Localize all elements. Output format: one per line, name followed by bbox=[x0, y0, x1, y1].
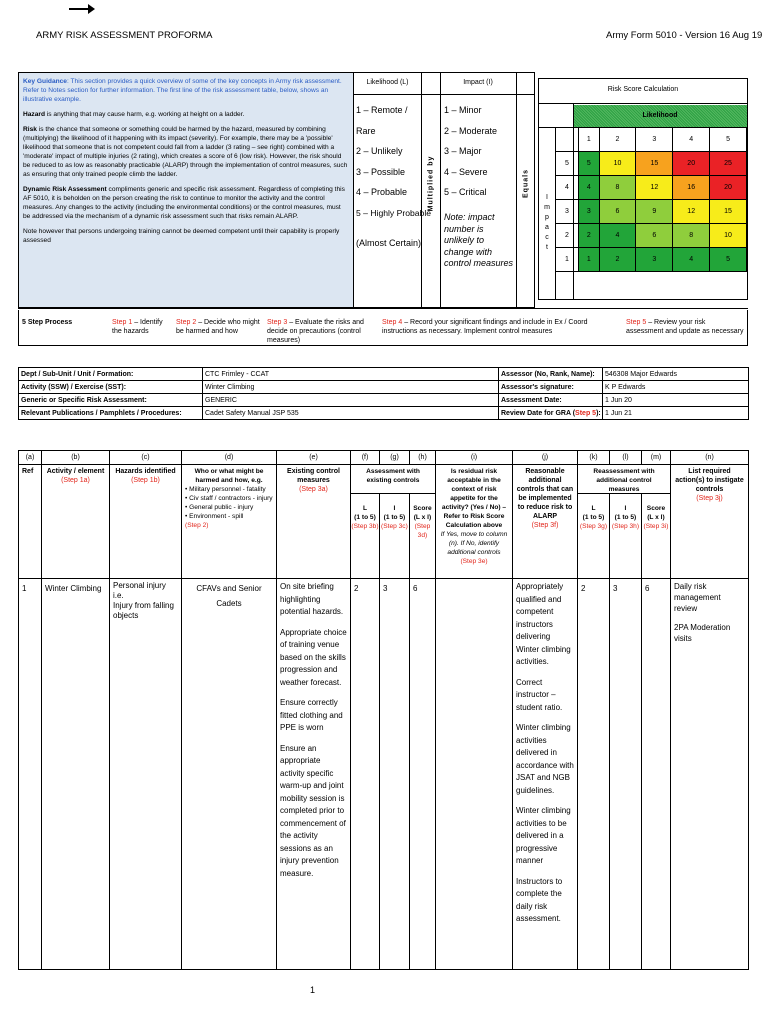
activity-header: Activity / element (Step 1a) bbox=[42, 465, 110, 579]
risk-assessment-table bbox=[18, 450, 749, 970]
likelihood-item: 1 – Remote / Rare bbox=[356, 105, 408, 136]
row-reasonable-controls: Appropriately qualified and competent instructors delivering Winter climbing activities. Correct instructor – student ratio. Winter climbing activities delivered in accordance with JSAT and NGB guidelines. Winter climbing activities to be delivered in a progressive manner Instructors to complete the daily risk assessment. bbox=[513, 579, 578, 970]
assessor-value: 546308 Major Edwards bbox=[603, 368, 749, 381]
row-reassess-score: 6 bbox=[642, 579, 671, 970]
publications-label: Relevant Publications / Pamphlets / Procedures: bbox=[19, 407, 203, 420]
reasonable-controls-header: Reasonable additional controls that can be implemented to reduce risk to ALARP (Step 3f) bbox=[513, 465, 578, 579]
step-3: Step 3 – Evaluate the risks and decide on precautions (control measures) bbox=[267, 319, 364, 344]
risk-score-cell: 12 bbox=[673, 200, 710, 224]
equals-label: Equals bbox=[522, 169, 530, 198]
impact-row-1: 1 bbox=[556, 248, 579, 272]
risk-score-cell: 5 bbox=[710, 248, 747, 272]
assessment-existing-header: Assessment with existing controls L (1 to 5) (Step 3b) I (1 to 5) (Step 3c) Score (L x I) (Step 3d) bbox=[351, 465, 436, 579]
col-letter: (g) bbox=[380, 451, 410, 465]
risk-score-cell: 4 bbox=[579, 176, 600, 200]
activity-value: Winter Climbing bbox=[203, 381, 499, 394]
hazards-header: Hazards identified (Step 1b) bbox=[110, 465, 182, 579]
risk-score-cell: 15 bbox=[636, 152, 673, 176]
dynamic-risk-label: Dynamic Risk Assessment bbox=[23, 186, 107, 193]
activity-label: Activity (SSW) / Exercise (SST): bbox=[19, 381, 203, 394]
risk-score-cell: 5 bbox=[579, 152, 600, 176]
risk-score-cell: 2 bbox=[599, 248, 636, 272]
risk-score-cell: 20 bbox=[673, 152, 710, 176]
existing-controls-header: Existing control measures (Step 3a) bbox=[277, 465, 351, 579]
risk-matrix-grid bbox=[555, 127, 747, 272]
column-letter-row bbox=[19, 451, 749, 465]
row-residual bbox=[436, 579, 513, 970]
row-impact: 3 bbox=[380, 579, 410, 970]
row-actions: Daily risk management review 2PA Moderation visits bbox=[671, 579, 749, 970]
risk-score-cell: 8 bbox=[599, 176, 636, 200]
key-guidance-label: Key Guidance bbox=[23, 78, 67, 85]
likelihood-col-4: 4 bbox=[673, 128, 710, 152]
impact-row-5: 5 bbox=[556, 152, 579, 176]
risk-score-cell: 16 bbox=[673, 176, 710, 200]
risk-score-cell: 10 bbox=[710, 224, 747, 248]
impact-note: Note: impact number is unlikely to change with control measures bbox=[444, 212, 514, 268]
step-5: Step 5 – Review your risk assessment and update as necessary bbox=[626, 319, 744, 335]
col-letter: (k) bbox=[578, 451, 610, 465]
multiplied-by-label: Multiplied by bbox=[427, 155, 435, 212]
dept-label: Dept / Sub-Unit / Unit / Formation: bbox=[19, 368, 203, 381]
impact-item: 1 – Minor bbox=[444, 105, 482, 115]
table-row bbox=[19, 579, 749, 970]
risk-score-cell: 6 bbox=[599, 200, 636, 224]
col-letter: (c) bbox=[110, 451, 182, 465]
risk-score-cell: 20 bbox=[710, 176, 747, 200]
row-likelihood: 2 bbox=[351, 579, 380, 970]
row-hazards: Personal injury i.e. Injury from falling objects bbox=[110, 579, 182, 970]
impact-item: 4 – Severe bbox=[444, 166, 488, 177]
likelihood-col-3: 3 bbox=[636, 128, 673, 152]
signature-label: Assessor's signature: bbox=[499, 381, 603, 394]
col-letter: (h) bbox=[410, 451, 436, 465]
likelihood-header: Likelihood (L) bbox=[366, 79, 409, 86]
risk-label: Risk bbox=[23, 126, 37, 133]
signature-value: K P Edwards bbox=[603, 381, 749, 394]
reassessment-header: Reassessment with additional control measures L (1 to 5) (Step 3g) I (1 to 5) (Step 3h) Score (L x I) (Step 3i) bbox=[578, 465, 671, 579]
page-title: ARMY RISK ASSESSMENT PROFORMA bbox=[36, 30, 213, 41]
five-step-label: 5 Step Process bbox=[22, 319, 73, 326]
hazard-label: Hazard bbox=[23, 111, 45, 118]
col-letter: (l) bbox=[610, 451, 642, 465]
row-reassess-likelihood: 2 bbox=[578, 579, 610, 970]
who-header: Who or what might be harmed and how, e.g. • Military personnel - fatality • Civ staff / contractors - injury • General public - injury • Environment - spill (Step 2) bbox=[182, 465, 277, 579]
likelihood-item: 3 – Possible bbox=[356, 166, 406, 177]
row-who: CFAVs and Senior Cadets bbox=[182, 579, 277, 970]
risk-score-cell: 12 bbox=[636, 176, 673, 200]
risk-score-cell: 15 bbox=[710, 200, 747, 224]
col-letter: (n) bbox=[671, 451, 749, 465]
step-1: Step 1 – Identify the hazards bbox=[112, 319, 163, 335]
hazard-text: is anything that may cause harm, e.g. working at height on a ladder. bbox=[45, 111, 245, 118]
generic-label: Generic or Specific Risk Assessment: bbox=[19, 394, 203, 407]
page-number: 1 bbox=[310, 985, 316, 995]
risk-matrix bbox=[538, 78, 748, 300]
likelihood-axis-label: Likelihood bbox=[573, 105, 747, 127]
risk-score-cell: 6 bbox=[636, 224, 673, 248]
risk-score-cell: 4 bbox=[673, 248, 710, 272]
col-letter: (m) bbox=[642, 451, 671, 465]
matrix-corner bbox=[556, 128, 579, 152]
row-score: 6 bbox=[410, 579, 436, 970]
impact-row-3: 3 bbox=[556, 200, 579, 224]
impact-item: 2 – Moderate bbox=[444, 125, 498, 136]
risk-score-cell: 8 bbox=[673, 224, 710, 248]
ref-header: Ref bbox=[19, 465, 42, 579]
form-reference: Army Form 5010 - Version 16 Aug 19 bbox=[606, 30, 763, 41]
assessor-label: Assessor (No, Rank, Name): bbox=[499, 368, 603, 381]
risk-score-cell: 25 bbox=[710, 152, 747, 176]
risk-score-cell: 10 bbox=[599, 152, 636, 176]
arrow-icon bbox=[68, 2, 96, 14]
risk-score-cell: 4 bbox=[599, 224, 636, 248]
likelihood-item: 2 – Unlikely bbox=[356, 146, 403, 156]
likelihood-item: 5 – Highly Probable bbox=[356, 207, 432, 218]
risk-score-cell: 2 bbox=[579, 224, 600, 248]
col-letter: (a) bbox=[19, 451, 42, 465]
risk-score-cell: 3 bbox=[579, 200, 600, 224]
col-letter: (i) bbox=[436, 451, 513, 465]
col-letter: (d) bbox=[182, 451, 277, 465]
key-guidance-text: : This section provides a quick overview of some of the key concepts in Army risk assessment. Refer to Notes section for further information. The first line of the risk assessment table, below, shows an illustrative example. bbox=[23, 78, 342, 103]
impact-item: 5 – Critical bbox=[444, 187, 487, 197]
impact-list bbox=[444, 100, 516, 203]
row-activity: Winter Climbing bbox=[42, 579, 110, 970]
publications-value: Cadet Safety Manual JSP 535 bbox=[203, 407, 499, 420]
risk-score-cell: 3 bbox=[636, 248, 673, 272]
step-2: Step 2 – Decide who might be harmed and how bbox=[176, 319, 260, 335]
likelihood-item: 4 – Probable bbox=[356, 187, 408, 197]
col-letter: (j) bbox=[513, 451, 578, 465]
row-existing-controls: On site briefing highlighting potential hazards. Appropriate choice of training venue based on the skills progression and weather forecast. Ensure correctly fitted clothing and PPE is worn Ensure an appropriate activity specific warm-up and joint mobility session is completed prior to commencement of the activity sessions as an injury prevention measure. bbox=[277, 579, 351, 970]
col-letter: (f) bbox=[351, 451, 380, 465]
risk-matrix-title: Risk Score Calculation bbox=[607, 86, 679, 93]
key-guidance-panel bbox=[18, 72, 354, 308]
impact-row-4: 4 bbox=[556, 176, 579, 200]
impact-item: 3 – Major bbox=[444, 146, 482, 156]
dynamic-risk-text: compliments generic and specific risk assessment. Regardless of completing this AF 5010, it is beholden on the person creating the risk to continue to monitor the activity and the control measures. Any changes to the activity (including the environmental conditions) or the control measures, must be addressed via the mechanism of a dynamic risk assessment such that risks remain ALARP. bbox=[23, 186, 345, 220]
risk-text: is the chance that someone or something could be harmed by the hazard, measured by combining (multiplying) the likelihood of it happening with its impact (severity). For example, there may be a 'possible' likelihood that someone that is not competent could fall from a ladder (3 rating – see right) combined with a 'moderate' impact of multiple injuries (2 rating), which creates a score of 6 (low risk). However, the risk should be reduced to as low as reasonably practicable (ALARP) through the implementation of control measures, such as ensuring that only trained people climb the ladder. bbox=[23, 126, 348, 178]
residual-risk-header: Is residual risk acceptable in the context of risk appetite for the activity? (Yes / No) – Refer to Risk Score Calculation above If Yes, move to column (n). If No, identify additional controls (Step 3e) bbox=[436, 465, 513, 579]
impact-row-2: 2 bbox=[556, 224, 579, 248]
row-ref: 1 bbox=[19, 579, 42, 970]
step-4: Step 4 – Record your significant findings and include in Ex / Coord instructions as necessary. Implement control measures bbox=[382, 319, 588, 335]
col-letter: (b) bbox=[42, 451, 110, 465]
review-date-value: 1 Jun 21 bbox=[603, 407, 749, 420]
impact-axis-label: I m p a c t bbox=[544, 194, 550, 251]
risk-score-cell: 9 bbox=[636, 200, 673, 224]
assessment-info-table bbox=[18, 367, 749, 420]
risk-score-cell: 1 bbox=[579, 248, 600, 272]
likelihood-col-1: 1 bbox=[579, 128, 600, 152]
dept-value: CTC Frimley - CCAT bbox=[203, 368, 499, 381]
row-reassess-impact: 3 bbox=[610, 579, 642, 970]
col-letter: (e) bbox=[277, 451, 351, 465]
competence-note: Note however that persons undergoing training cannot be deemed competent until their capability is properly assessed bbox=[23, 228, 340, 244]
generic-value: GENERIC bbox=[203, 394, 499, 407]
likelihood-col-5: 5 bbox=[710, 128, 747, 152]
assessment-date-label: Assessment Date: bbox=[499, 394, 603, 407]
actions-header: List required action(s) to instigate controls (Step 3j) bbox=[671, 465, 749, 579]
header-row bbox=[19, 465, 749, 579]
impact-header: Impact (I) bbox=[463, 79, 493, 86]
review-date-label: Review Date for GRA (Step 5): bbox=[499, 407, 603, 420]
assessment-date-value: 1 Jun 20 bbox=[603, 394, 749, 407]
likelihood-item: (Almost Certain) bbox=[356, 238, 422, 248]
likelihood-col-2: 2 bbox=[599, 128, 636, 152]
